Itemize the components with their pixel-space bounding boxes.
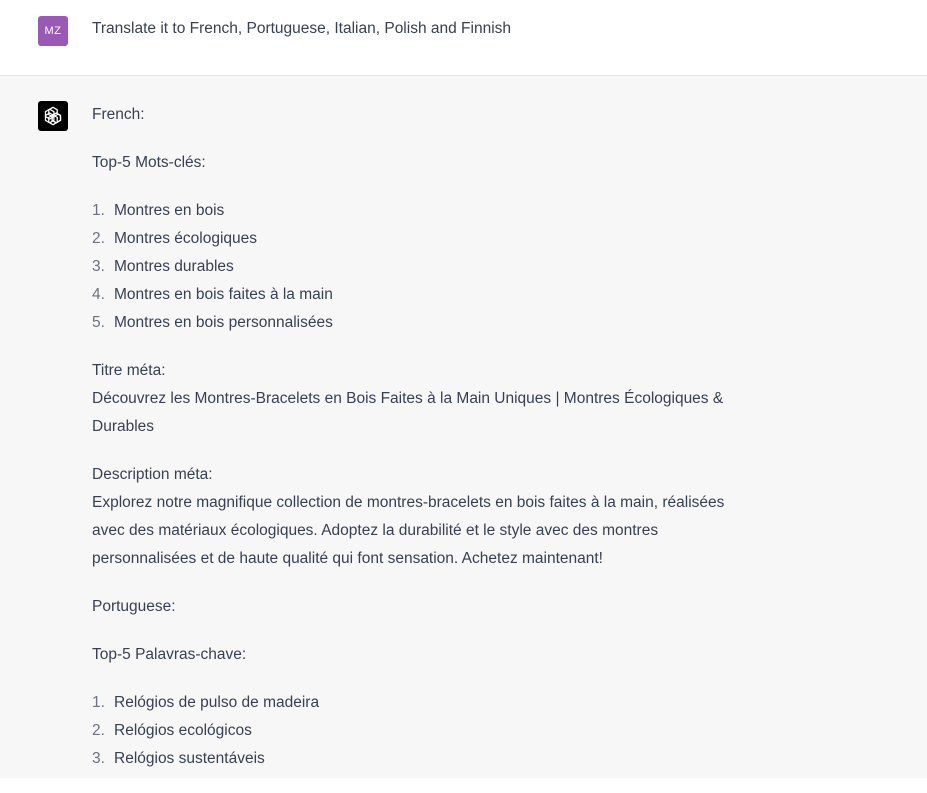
list-item — [92, 309, 752, 337]
list-number: 3. — [92, 750, 105, 767]
list-number: 2. — [92, 722, 105, 739]
fr-keywords-heading: Top-5 Mots-clés: — [92, 154, 206, 171]
list-item-text: Montres en bois — [114, 202, 225, 219]
list-item-text: Relógios sustentáveis — [114, 750, 265, 767]
list-item-text: Montres en bois personnalisées — [114, 314, 333, 331]
list-number: 1. — [92, 694, 105, 711]
list-item-text: Montres durables — [114, 258, 234, 275]
list-number: 4. — [92, 286, 105, 303]
fr-meta-desc-block — [92, 461, 752, 573]
portuguese-heading: Portuguese: — [92, 598, 176, 615]
list-number: 3. — [92, 258, 105, 275]
list-item-text: Relógios de pulso de madeira — [114, 694, 320, 711]
list-item — [92, 281, 752, 309]
user-message-row — [0, 0, 927, 76]
list-item-text: Montres en bois faites à la main — [114, 286, 333, 303]
list-item — [92, 225, 752, 253]
user-avatar: MZ — [38, 16, 68, 46]
list-item — [92, 689, 752, 717]
openai-logo-icon — [38, 101, 68, 131]
list-item-text: Montres écologiques — [114, 230, 258, 247]
user-message-text: Translate it to French, Portuguese, Italian, Polish and Finnish — [92, 20, 512, 37]
list-number: 5. — [92, 314, 105, 331]
fr-meta-title-label: Titre méta: — [92, 362, 166, 379]
fr-meta-title-text: Découvrez les Montres-Bracelets en Bois Faites à la Main Uniques | Montres Écologiques & Durables — [92, 390, 724, 435]
fr-meta-desc-text: Explorez notre magnifique collection de montres-bracelets en bois faites à la main, réalisées avec des matériaux écologiques. Adoptez la durabilité et le style avec des montres personnalisées et de haute qualité qui font sensation. Achetez maintenant! — [92, 494, 725, 567]
list-item — [92, 197, 752, 225]
assistant-message-row — [0, 76, 927, 778]
assistant-message-content — [92, 101, 752, 793]
fr-meta-title-block — [92, 357, 752, 441]
list-item-text: Relógios ecológicos — [114, 722, 252, 739]
pt-keywords-list — [92, 689, 752, 773]
list-item — [92, 717, 752, 745]
fr-keywords-list — [92, 197, 752, 337]
list-item — [92, 253, 752, 281]
list-item — [92, 745, 752, 773]
list-number: 2. — [92, 230, 105, 247]
pt-keywords-heading: Top-5 Palavras-chave: — [92, 646, 247, 663]
list-number: 1. — [92, 202, 105, 219]
fr-meta-desc-label: Description méta: — [92, 466, 213, 483]
french-heading: French: — [92, 106, 145, 123]
